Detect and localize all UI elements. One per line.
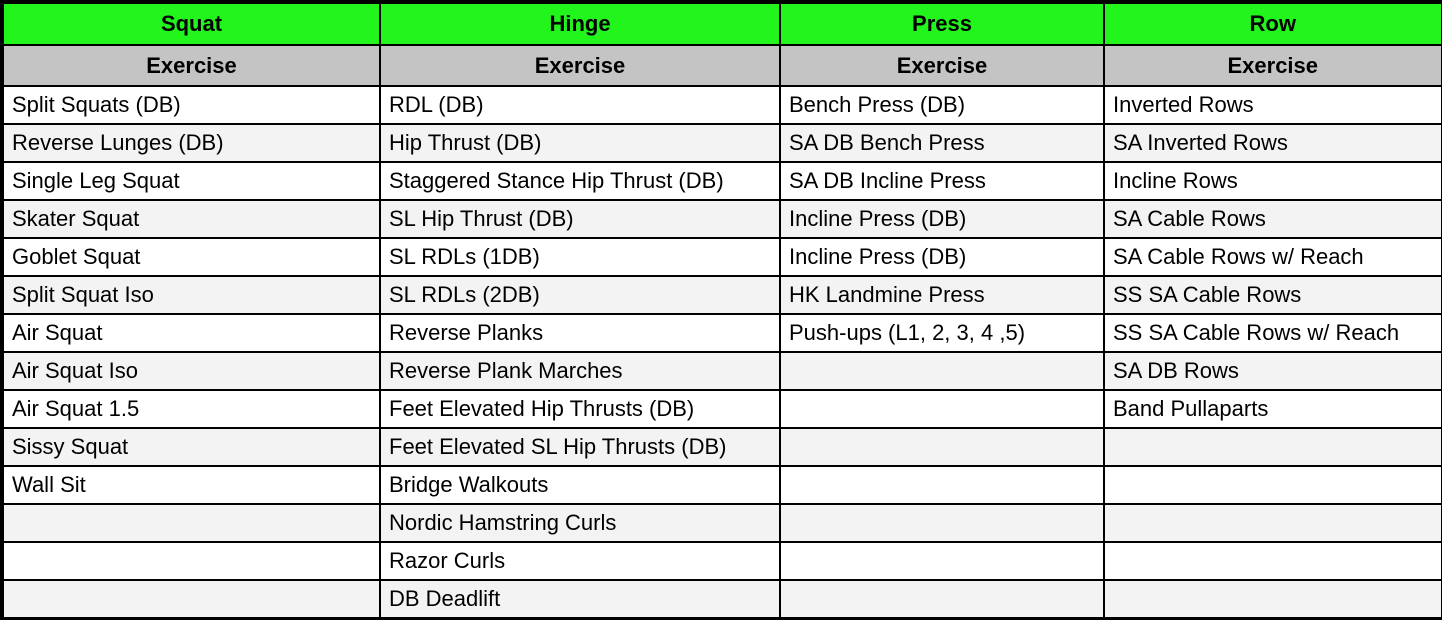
cell-row-exercise[interactable]: SS SA Cable Rows w/ Reach <box>1104 314 1442 352</box>
cell-hinge-exercise[interactable]: Staggered Stance Hip Thrust (DB) <box>380 162 780 200</box>
cell-squat-exercise[interactable]: Sissy Squat <box>2 428 380 466</box>
cell-hinge-exercise[interactable]: Reverse Planks <box>380 314 780 352</box>
category-header-row <box>2 2 1442 45</box>
table-row <box>2 238 1442 276</box>
cell-press-exercise[interactable]: SA DB Bench Press <box>780 124 1104 162</box>
table-row <box>2 428 1442 466</box>
category-header-press[interactable]: Press <box>780 2 1104 45</box>
table-row <box>2 124 1442 162</box>
cell-press-exercise[interactable] <box>780 580 1104 618</box>
cell-hinge-exercise[interactable]: SL RDLs (1DB) <box>380 238 780 276</box>
cell-squat-exercise[interactable]: Single Leg Squat <box>2 162 380 200</box>
table-row <box>2 314 1442 352</box>
cell-row-exercise[interactable] <box>1104 542 1442 580</box>
cell-row-exercise[interactable]: Band Pullaparts <box>1104 390 1442 428</box>
cell-row-exercise[interactable]: Incline Rows <box>1104 162 1442 200</box>
column-header-press-exercise[interactable]: Exercise <box>780 45 1104 86</box>
cell-hinge-exercise[interactable]: SL RDLs (2DB) <box>380 276 780 314</box>
table-row <box>2 580 1442 618</box>
cell-row-exercise[interactable] <box>1104 580 1442 618</box>
cell-press-exercise[interactable] <box>780 352 1104 390</box>
cell-press-exercise[interactable] <box>780 504 1104 542</box>
cell-hinge-exercise[interactable]: RDL (DB) <box>380 86 780 124</box>
cell-hinge-exercise[interactable]: Bridge Walkouts <box>380 466 780 504</box>
cell-hinge-exercise[interactable]: Feet Elevated SL Hip Thrusts (DB) <box>380 428 780 466</box>
cell-squat-exercise[interactable] <box>2 580 380 618</box>
cell-press-exercise[interactable]: Incline Press (DB) <box>780 238 1104 276</box>
cell-hinge-exercise[interactable]: Razor Curls <box>380 542 780 580</box>
cell-squat-exercise[interactable] <box>2 504 380 542</box>
table-row <box>2 466 1442 504</box>
cell-press-exercise[interactable]: HK Landmine Press <box>780 276 1104 314</box>
column-header-squat-exercise[interactable]: Exercise <box>2 45 380 86</box>
cell-row-exercise[interactable]: Inverted Rows <box>1104 86 1442 124</box>
cell-squat-exercise[interactable]: Air Squat <box>2 314 380 352</box>
cell-squat-exercise[interactable]: Air Squat 1.5 <box>2 390 380 428</box>
cell-hinge-exercise[interactable]: Reverse Plank Marches <box>380 352 780 390</box>
cell-row-exercise[interactable]: SA Cable Rows <box>1104 200 1442 238</box>
table-row <box>2 200 1442 238</box>
cell-squat-exercise[interactable] <box>2 542 380 580</box>
cell-hinge-exercise[interactable]: SL Hip Thrust (DB) <box>380 200 780 238</box>
cell-press-exercise[interactable]: SA DB Incline Press <box>780 162 1104 200</box>
cell-squat-exercise[interactable]: Wall Sit <box>2 466 380 504</box>
table-row <box>2 276 1442 314</box>
cell-press-exercise[interactable]: Bench Press (DB) <box>780 86 1104 124</box>
cell-hinge-exercise[interactable]: Hip Thrust (DB) <box>380 124 780 162</box>
cell-press-exercise[interactable] <box>780 428 1104 466</box>
cell-row-exercise[interactable] <box>1104 428 1442 466</box>
cell-press-exercise[interactable] <box>780 542 1104 580</box>
cell-press-exercise[interactable]: Push-ups (L1, 2, 3, 4 ,5) <box>780 314 1104 352</box>
cell-row-exercise[interactable]: SA Cable Rows w/ Reach <box>1104 238 1442 276</box>
table-body <box>2 86 1442 618</box>
cell-row-exercise[interactable] <box>1104 504 1442 542</box>
table-row <box>2 542 1442 580</box>
column-header-row-exercise[interactable]: Exercise <box>1104 45 1442 86</box>
cell-squat-exercise[interactable]: Split Squats (DB) <box>2 86 380 124</box>
column-header-hinge-exercise[interactable]: Exercise <box>380 45 780 86</box>
category-header-row[interactable]: Row <box>1104 2 1442 45</box>
category-header-squat[interactable]: Squat <box>2 2 380 45</box>
cell-squat-exercise[interactable]: Reverse Lunges (DB) <box>2 124 380 162</box>
cell-squat-exercise[interactable]: Air Squat Iso <box>2 352 380 390</box>
cell-squat-exercise[interactable]: Skater Squat <box>2 200 380 238</box>
cell-hinge-exercise[interactable]: DB Deadlift <box>380 580 780 618</box>
cell-squat-exercise[interactable]: Split Squat Iso <box>2 276 380 314</box>
cell-hinge-exercise[interactable]: Feet Elevated Hip Thrusts (DB) <box>380 390 780 428</box>
table-row <box>2 504 1442 542</box>
table-row <box>2 162 1442 200</box>
cell-press-exercise[interactable] <box>780 390 1104 428</box>
cell-row-exercise[interactable]: SS SA Cable Rows <box>1104 276 1442 314</box>
cell-press-exercise[interactable]: Incline Press (DB) <box>780 200 1104 238</box>
cell-press-exercise[interactable] <box>780 466 1104 504</box>
cell-row-exercise[interactable]: SA Inverted Rows <box>1104 124 1442 162</box>
cell-squat-exercise[interactable]: Goblet Squat <box>2 238 380 276</box>
cell-row-exercise[interactable]: SA DB Rows <box>1104 352 1442 390</box>
category-header-hinge[interactable]: Hinge <box>380 2 780 45</box>
table-row <box>2 390 1442 428</box>
column-header-row <box>2 45 1442 86</box>
table-row <box>2 86 1442 124</box>
cell-row-exercise[interactable] <box>1104 466 1442 504</box>
table-row <box>2 352 1442 390</box>
cell-hinge-exercise[interactable]: Nordic Hamstring Curls <box>380 504 780 542</box>
